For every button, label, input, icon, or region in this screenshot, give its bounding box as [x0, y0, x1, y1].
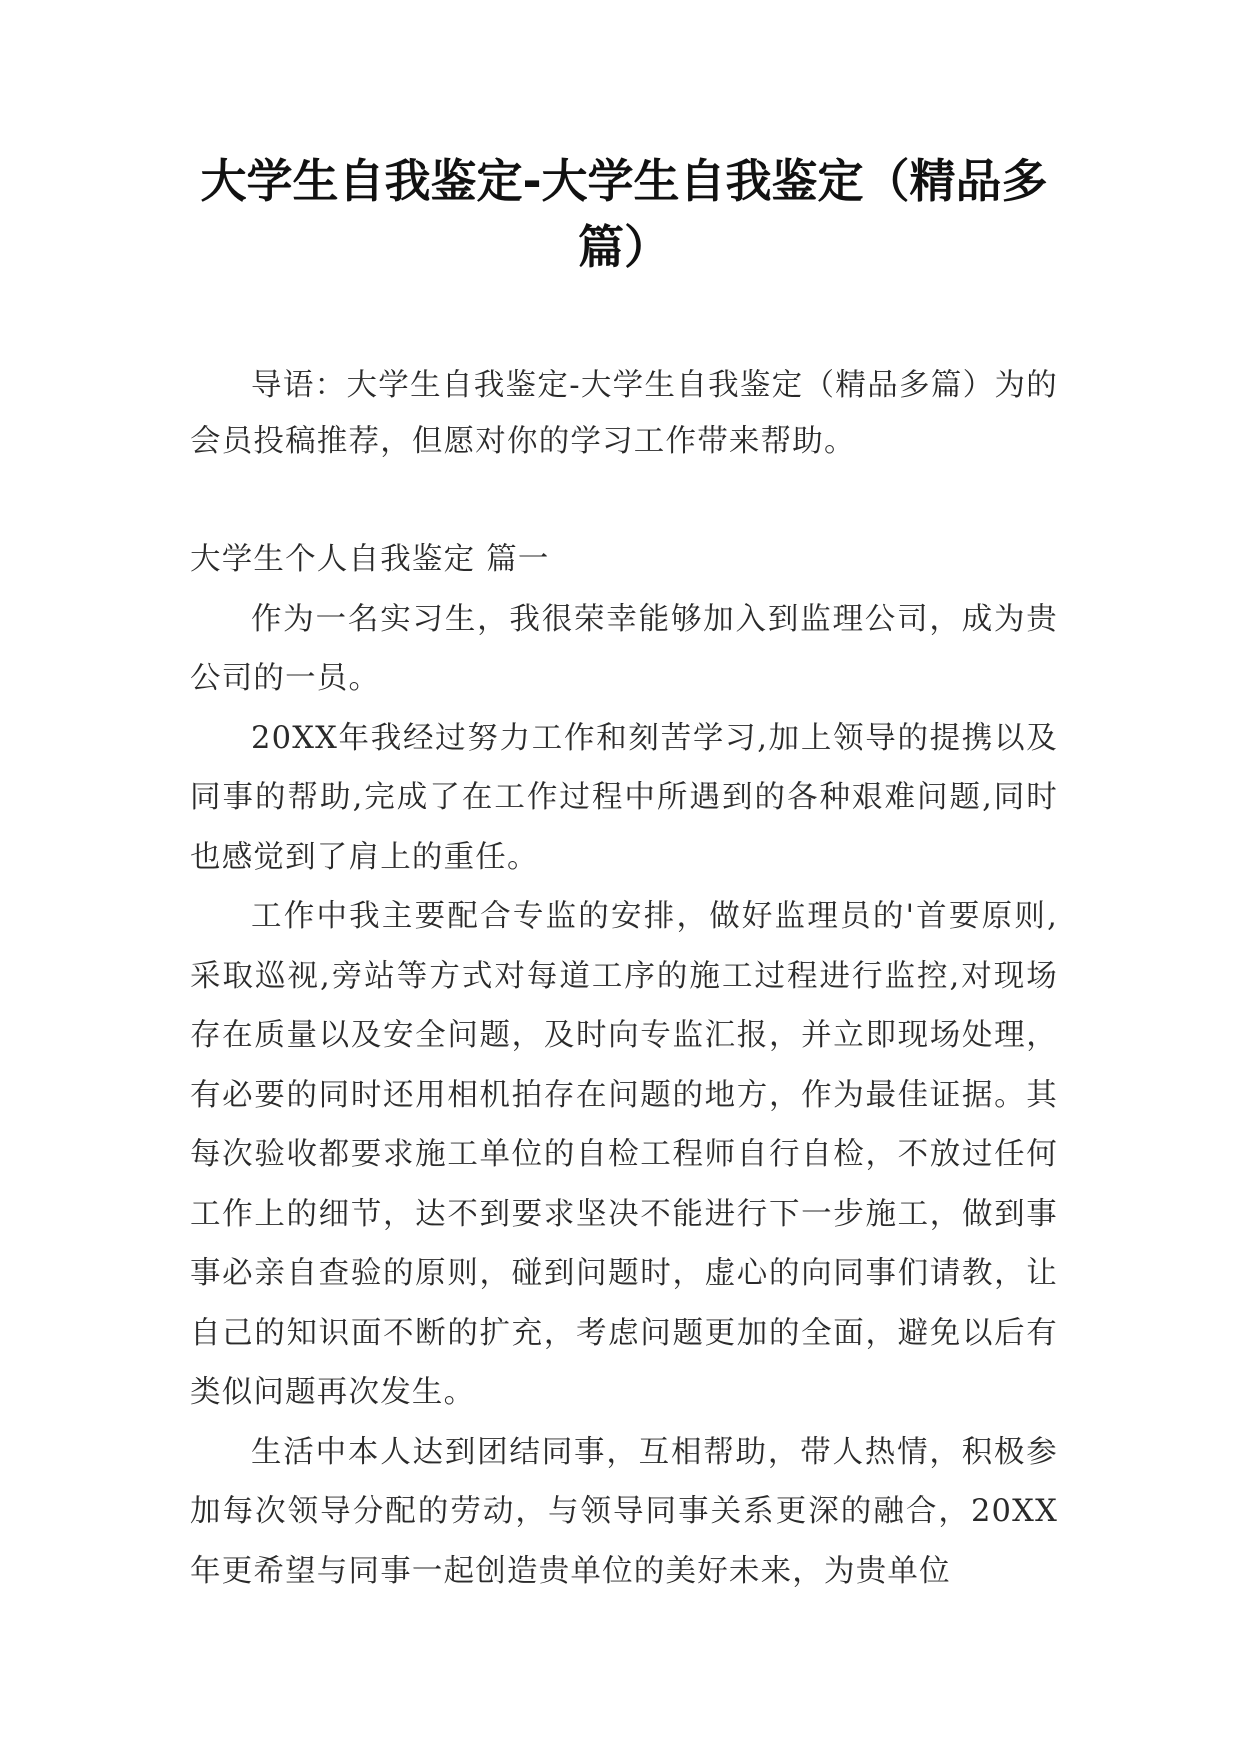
paragraph: 生活中本人达到团结同事，互相帮助，带人热情，积极参加每次领导分配的劳动，与领导同事关系更深的融合，20XX年更希望与同事一起创造贵单位的美好未来，为贵单位 — [190, 1434, 1058, 1589]
paragraph: 工作中我主要配合专监的安排，做好监理员的'首要原则,采取巡视,旁站等方式对每道工序的施工过程进行监控,对现场存在质量以及安全问题，及时向专监汇报，并立即现场处理，有必要的同时还用相机拍存在问题的地方，作为最佳证据。其每次验收都要求施工单位的自检工程师自行自检，不放过任何工作上的细节，达不到要求坚决不能进行下一步施工，做到事事必亲自查验的原则，碰到问题时，虚心的向同事们请教，让自己的知识面不断的扩充，考虑问题更加的全面，避免以后有类似问题再次发生。 — [190, 899, 1058, 1410]
paragraph: 20XX年我经过努力工作和刻苦学习,加上领导的提携以及同事的帮助,完成了在工作过程中所遇到的各种艰难问题,同时也感觉到了肩上的重任。 — [190, 720, 1058, 875]
paragraph: 作为一名实习生，我很荣幸能够加入到监理公司，成为贵公司的一员。 — [190, 601, 1058, 696]
section-heading: 大学生个人自我鉴定 篇一 — [190, 542, 550, 577]
article-body — [190, 530, 1058, 1601]
lead-paragraph: 导语：大学生自我鉴定-大学生自我鉴定（精品多篇）为的会员投稿推荐，但愿对你的学习工作带来帮助。 — [190, 368, 1058, 459]
document-title: 大学生自我鉴定-大学生自我鉴定（精品多篇） — [200, 154, 1048, 274]
